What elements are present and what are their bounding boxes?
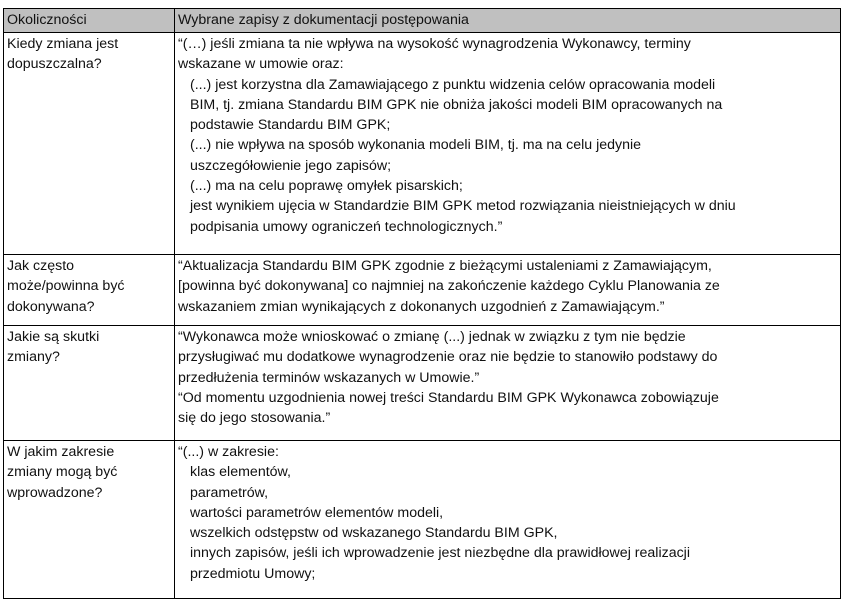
- record-line: przedłużenia terminów wskazanych w Umowie.”: [178, 369, 480, 386]
- table-row: [4, 441, 841, 599]
- header-records: Wybrane zapisy z dokumentacji postępowania: [175, 9, 841, 33]
- table-row: [4, 33, 841, 255]
- record-line: “(...) w zakresie:: [178, 444, 279, 460]
- question-line: W jakim zakresie: [7, 444, 115, 460]
- record-line: wskazane w umowie oraz:: [178, 56, 344, 73]
- question-line: wprowadzone?: [7, 484, 103, 501]
- question-cell: [4, 441, 175, 599]
- question-cell: [4, 326, 175, 441]
- table-header-row: [4, 9, 841, 33]
- record-line: innych zapisów, jeśli ich wprowadzenie jest niezbędne dla prawidłowej realizacji: [190, 545, 690, 562]
- header-circumstances: Okoliczności: [4, 9, 175, 33]
- table-row: [4, 326, 841, 441]
- question-line: dopuszczalna?: [7, 56, 102, 73]
- question-line: zmiany mogą być: [7, 464, 118, 481]
- question-line: dokonywana?: [7, 298, 95, 315]
- circumstances-table: [3, 8, 841, 599]
- record-line: uszczegółowienie jego zapisów;: [190, 157, 392, 174]
- record-cell: [175, 441, 841, 599]
- record-line: (...) ma na celu poprawę omyłek pisarskich;: [190, 178, 463, 195]
- record-line: “Aktualizacja Standardu BIM GPK zgodnie z bieżącymi ustaleniami z Zamawiającym,: [178, 258, 712, 274]
- record-line: (...) nie wpływa na sposób wykonania modeli BIM, tj. ma na celu jedynie: [190, 137, 642, 154]
- question-line: może/powinna być: [7, 278, 125, 295]
- record-cell: [175, 255, 841, 326]
- record-line: klas elementów,: [190, 464, 291, 481]
- question-line: Jak często: [7, 258, 75, 274]
- record-line: parametrów,: [190, 484, 269, 501]
- question-line: Kiedy zmiana jest: [7, 36, 119, 52]
- record-cell: [175, 33, 841, 255]
- record-line: wskazaniem zmian wynikających z dokonanych uzgodnień z Zamawiającym.”: [178, 298, 665, 315]
- record-line: przedmiotu Umowy;: [190, 565, 316, 582]
- record-cell: [175, 326, 841, 441]
- question-line: Jakie są skutki: [7, 329, 100, 345]
- question-cell: [4, 255, 175, 326]
- question-line: zmiany?: [7, 349, 60, 366]
- record-line: “Wykonawca może wnioskować o zmianę (...) jednak w związku z tym nie będzie: [178, 329, 686, 345]
- record-line: (...) jest korzystna dla Zamawiającego z punktu widzenia celów opracowania modeli: [190, 76, 716, 93]
- record-line: przysługiwać mu dodatkowe wynagrodzenie oraz nie będzie to stanowiło podstawy do: [178, 349, 718, 366]
- record-line: jest wynikiem ujęcia w Standardzie BIM GPK metod rozwiązania nieistniejących w dniu: [190, 198, 736, 215]
- record-line: podpisania umowy ograniczeń technologicznych.”: [190, 218, 503, 235]
- record-line: “Od momentu uzgodnienia nowej treści Standardu BIM GPK Wykonawca zobowiązuje: [178, 389, 719, 406]
- record-line: [powinna być dokonywana] co najmniej na zakończenie każdego Cyklu Planowania ze: [178, 278, 720, 295]
- record-line: się do jego stosowania.”: [178, 410, 331, 427]
- record-line: “(…) jeśli zmiana ta nie wpływa na wysokość wynagrodzenia Wykonawcy, terminy: [178, 36, 691, 52]
- table-row: [4, 255, 841, 326]
- record-line: wartości parametrów elementów modeli,: [190, 504, 444, 521]
- record-line: wszelkich odstępstw od wskazanego Standardu BIM GPK,: [190, 525, 558, 542]
- record-line: BIM, tj. zmiana Standardu BIM GPK nie obniża jakości modeli BIM opracowanych na: [190, 96, 723, 113]
- question-cell: [4, 33, 175, 255]
- record-line: podstawie Standardu BIM GPK;: [190, 117, 391, 134]
